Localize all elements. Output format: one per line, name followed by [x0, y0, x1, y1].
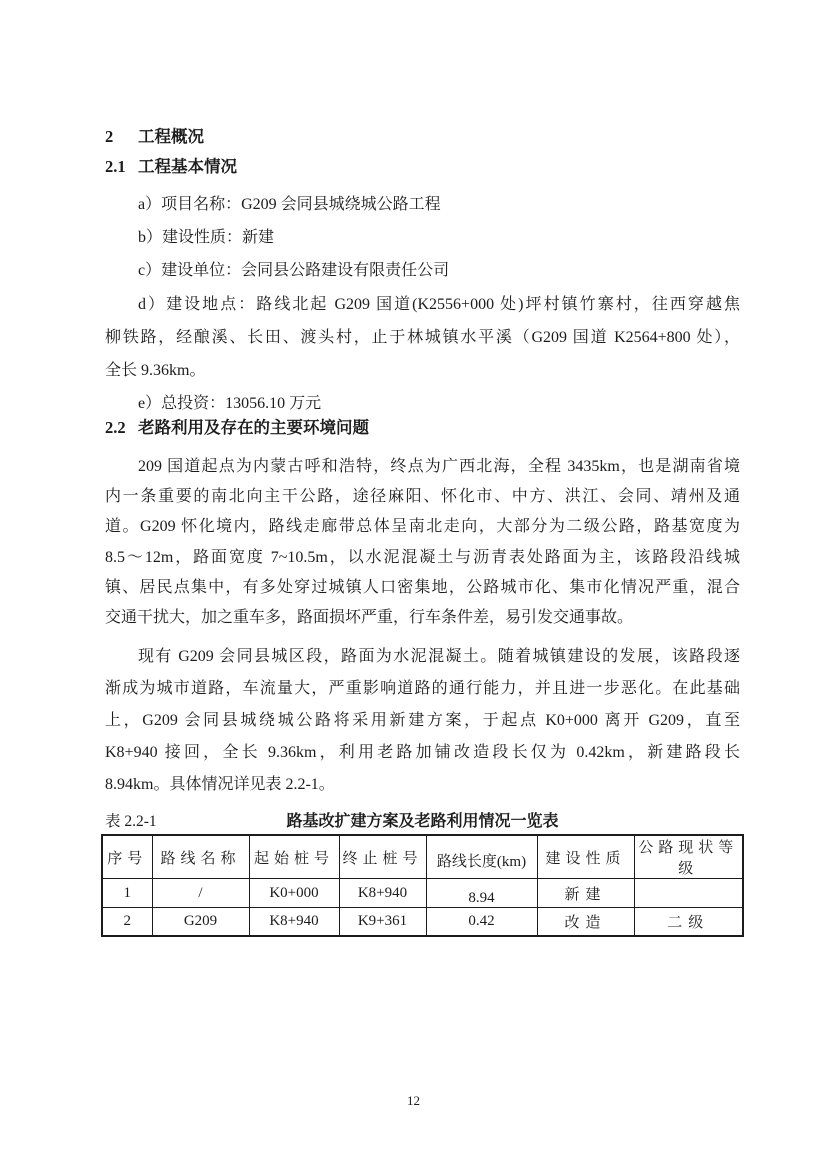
paragraph-line: 交通干扰大，加之重车多，路面损坏严重，行车条件差，易引发交通事故。 [105, 609, 634, 627]
table-header-cell: 序号 [102, 835, 152, 879]
table-row [102, 908, 743, 936]
section-heading-2 [105, 126, 204, 148]
table-cell: K8+940 [249, 908, 339, 936]
paragraph-line: 8.5～12m，路面宽度 7~10.5m，以水泥混凝土与沥青表处路面为主，该路段沿线城 [105, 548, 740, 566]
list-item-d-line: d）建设地点：路线北起 G209 国道(K2556+000 处)坪村镇竹寨村，往西穿越焦 [138, 295, 740, 313]
table-header-cell: 终止桩号 [339, 835, 426, 879]
table-cell: K9+361 [339, 908, 426, 936]
table-header-row [102, 835, 743, 879]
paragraph-line: 内一条重要的南北向主干公路，途径麻阳、怀化市、中方、洪江、会同、靖州及通 [105, 488, 740, 506]
section-title: 工程概况 [138, 128, 204, 146]
section-2-1-body [105, 188, 740, 420]
section-title: 老路利用及存在的主要环境问题 [138, 419, 369, 437]
table-cell: 改造 [537, 908, 634, 936]
section-number: 2 [105, 127, 114, 146]
table-cell: K8+940 [339, 879, 426, 908]
section-number: 2.2 [105, 418, 126, 437]
table-header-cell: 路线长度(km) [426, 838, 537, 882]
section-heading-2-2 [105, 417, 369, 439]
table-cell: 1 [102, 879, 152, 908]
table-cell: G209 [152, 908, 249, 936]
table-cell: 二级 [634, 908, 743, 936]
list-item-b: b）建设性质：新建 [138, 229, 275, 247]
paragraph-line: 镇、居民点集中，有多处穿过城镇人口密集地，公路城市化、集市化情况严重，混合 [105, 578, 740, 596]
section-title: 工程基本情况 [138, 158, 237, 176]
table-row [102, 879, 743, 908]
table-caption-title: 路基改扩建方案及老路利用情况一览表 [286, 813, 559, 830]
paragraph-line: 上，G209 会同县城绕城公路将采用新建方案，于起点 K0+000 离开 G209，直至 [105, 712, 740, 729]
list-item-c: c）建设单位：会同县公路建设有限责任公司 [138, 262, 450, 280]
paragraph-line: 现有 G209 会同县城区段，路面为水泥混凝土。随着城镇建设的发展，该路段逐 [138, 648, 740, 665]
paragraph-line: K8+940 接回，全长 9.36km，利用老路加铺改造段长仅为 0.42km，新建路段长 [105, 744, 740, 761]
list-item-d-line: 全长 9.36km。 [105, 362, 206, 380]
paragraph-line: 8.94km。具体情况详见表 2.2-1。 [105, 776, 335, 793]
table-header-cell: 建设性质 [537, 835, 634, 879]
paragraph-line: 渐成为城市道路，车流量大，严重影响道路的通行能力，并且进一步恶化。在此基础 [105, 680, 740, 697]
table-caption-label: 表 2.2-1 [105, 813, 157, 830]
list-item-d-line: 柳铁路，经酿溪、长田、渡头村，止于林城镇水平溪（G209 国道 K2564+800 处）， [105, 328, 740, 346]
section-2-2-paragraph-2 [105, 641, 740, 801]
table-header-cell: 起始桩号 [249, 835, 339, 879]
table-cell: 0.42 [426, 908, 537, 936]
section-heading-2-1 [105, 156, 237, 178]
table-2-2-1 [101, 834, 744, 937]
paragraph-line: 209 国道起点为内蒙古呼和浩特，终点为广西北海，全程 3435km，也是湖南省境 [138, 458, 740, 475]
table-cell: 2 [102, 908, 152, 936]
list-item-a: a）项目名称：G209 会同县城绕城公路工程 [138, 196, 441, 213]
table-cell: 新建 [537, 879, 634, 908]
table-cell: / [152, 879, 249, 908]
list-item-e: e）总投资：13056.10 万元 [138, 395, 322, 413]
section-number: 2.1 [105, 157, 126, 176]
table-caption [105, 810, 740, 834]
table-header-cell: 公路现状等级 [634, 835, 743, 879]
table-cell [634, 879, 743, 908]
page-number: 12 [407, 1093, 420, 1108]
table-cell: K0+000 [249, 879, 339, 908]
table-header-cell: 路线名称 [152, 835, 249, 879]
table-cell: 8.94 [426, 884, 537, 913]
section-2-2-paragraph-1 [105, 452, 740, 633]
paragraph-line: 道。G209 怀化境内，路线走廊带总体呈南北走向，大部分为二级公路，路基宽度为 [105, 518, 740, 536]
